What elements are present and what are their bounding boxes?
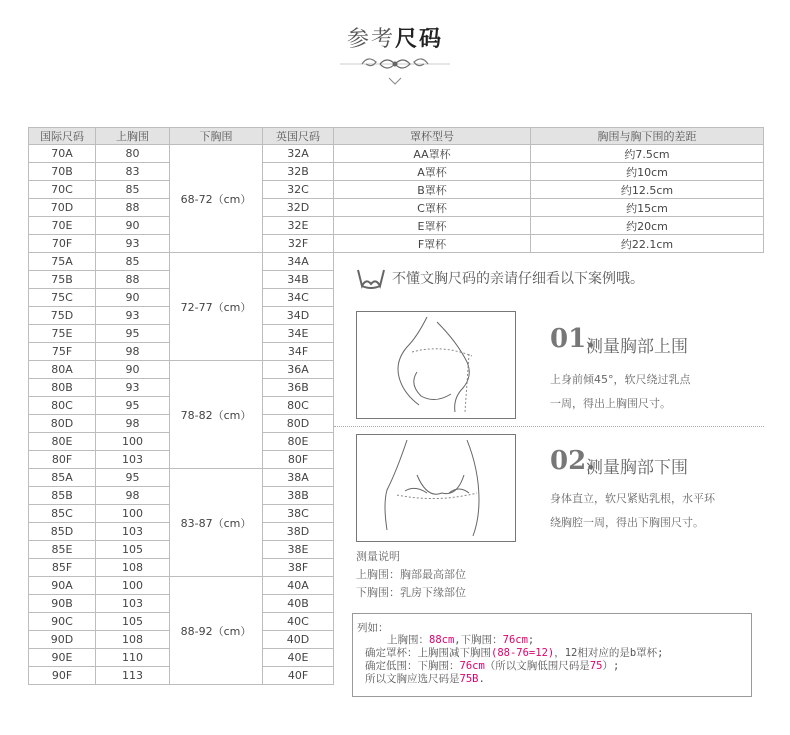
intl-size-cell: 80A [29, 361, 96, 379]
step2-desc: 身体直立，软尺紧贴乳根，水平环 绕胸腔一周，得出下胸围尺寸。 [550, 492, 715, 529]
uk-size-cell: 34B [263, 271, 334, 289]
cup-type-cell: E罩杯 [334, 217, 531, 235]
bust-difference-cell: 约22.1cm [531, 235, 764, 253]
bust-difference-cell: 约15cm [531, 199, 764, 217]
upper-bust-cell: 113 [96, 667, 170, 685]
step1-number: 01. [550, 324, 596, 354]
bust-difference-cell: 约10cm [531, 163, 764, 181]
cup-type-cell: AA罩杯 [334, 145, 531, 163]
uk-size-cell: 34F [263, 343, 334, 361]
upper-bust-cell: 95 [96, 397, 170, 415]
cup-type-cell: F罩杯 [334, 235, 531, 253]
intl-size-cell: 90A [29, 577, 96, 595]
step2-title: 测量胸部下围 [586, 458, 688, 478]
intl-size-cell: 70E [29, 217, 96, 235]
uk-size-cell: 32B [263, 163, 334, 181]
uk-size-cell: 32A [263, 145, 334, 163]
under-bust-range-cell: 83-87（cm） [170, 469, 263, 577]
intl-size-cell: 90F [29, 667, 96, 685]
step1-desc: 上身前倾45°，软尺绕过乳点 一周，得出上胸围尺寸。 [550, 373, 691, 410]
example-line-1: 上胸围：88cm,下胸围：76cm; [387, 634, 535, 646]
upper-bust-cell: 95 [96, 325, 170, 343]
upper-bust-cell: 90 [96, 217, 170, 235]
example-line-3: 确定低围：下胸围：76cm（所以文胸低围尺码是75）; [365, 660, 620, 672]
uk-size-cell: 80E [263, 433, 334, 451]
intl-size-cell: 85A [29, 469, 96, 487]
uk-size-cell: 38D [263, 523, 334, 541]
upper-bust-cell: 80 [96, 145, 170, 163]
col-header: 上胸围 [96, 128, 170, 145]
col-header: 国际尺码 [29, 128, 96, 145]
uk-size-cell: 40B [263, 595, 334, 613]
torso-sketch-icon [357, 312, 515, 418]
upper-bust-cell: 108 [96, 559, 170, 577]
uk-size-cell: 34E [263, 325, 334, 343]
intl-size-cell: 85F [29, 559, 96, 577]
uk-size-cell: 38C [263, 505, 334, 523]
intl-size-cell: 80E [29, 433, 96, 451]
intl-size-cell: 80B [29, 379, 96, 397]
intl-size-cell: 75B [29, 271, 96, 289]
col-header: 罩杯型号 [334, 128, 531, 145]
intl-size-cell: 75A [29, 253, 96, 271]
uk-size-cell: 80C [263, 397, 334, 415]
uk-size-cell: 32D [263, 199, 334, 217]
under-bust-range-cell: 88-92（cm） [170, 577, 263, 685]
upper-bust-cell: 105 [96, 541, 170, 559]
uk-size-cell: 40C [263, 613, 334, 631]
upper-bust-cell: 100 [96, 577, 170, 595]
intl-size-cell: 85C [29, 505, 96, 523]
uk-size-cell: 32C [263, 181, 334, 199]
intl-size-cell: 90C [29, 613, 96, 631]
upper-bust-cell: 93 [96, 379, 170, 397]
uk-size-cell: 34A [263, 253, 334, 271]
table-row [29, 199, 764, 217]
uk-size-cell: 40A [263, 577, 334, 595]
intl-size-cell: 70A [29, 145, 96, 163]
col-header: 英国尺码 [263, 128, 334, 145]
measure-lower-illustration [356, 434, 516, 542]
uk-size-cell: 38F [263, 559, 334, 577]
intl-size-cell: 90D [29, 631, 96, 649]
uk-size-cell: 38E [263, 541, 334, 559]
upper-bust-cell: 90 [96, 289, 170, 307]
upper-bust-cell: 105 [96, 613, 170, 631]
bra-icon [356, 268, 386, 290]
uk-size-cell: 34D [263, 307, 334, 325]
example-box: 列如： 上胸围：88cm,下胸围：76cm; 确定罩杯：上胸围减下胸围(88-76=12)，12相对应的是b罩杯; 确定低围：下胸围：76cm（所以文胸低围尺码是75）; 所以文胸应选尺码是75B. [352, 613, 752, 697]
uk-size-cell: 36B [263, 379, 334, 397]
divider [334, 426, 764, 427]
intl-size-cell: 90B [29, 595, 96, 613]
intl-size-cell: 85E [29, 541, 96, 559]
upper-bust-cell: 110 [96, 649, 170, 667]
intl-size-cell: 70C [29, 181, 96, 199]
cup-type-cell: A罩杯 [334, 163, 531, 181]
intl-size-cell: 85D [29, 523, 96, 541]
upper-bust-cell: 100 [96, 505, 170, 523]
intl-size-cell: 75E [29, 325, 96, 343]
uk-size-cell: 80F [263, 451, 334, 469]
example-line-2: 确定罩杯：上胸围减下胸围(88-76=12)，12相对应的是b罩杯; [365, 647, 664, 659]
cup-type-cell: C罩杯 [334, 199, 531, 217]
table-row [29, 235, 764, 253]
uk-size-cell: 80D [263, 415, 334, 433]
upper-bust-cell: 103 [96, 595, 170, 613]
intl-size-cell: 70B [29, 163, 96, 181]
bust-difference-cell: 约7.5cm [531, 145, 764, 163]
under-bust-range-cell: 68-72（cm） [170, 145, 263, 253]
uk-size-cell: 40E [263, 649, 334, 667]
intl-size-cell: 80C [29, 397, 96, 415]
upper-bust-cell: 83 [96, 163, 170, 181]
upper-bust-cell: 88 [96, 199, 170, 217]
intl-size-cell: 75C [29, 289, 96, 307]
intl-size-cell: 75F [29, 343, 96, 361]
intl-size-cell: 70F [29, 235, 96, 253]
uk-size-cell: 34C [263, 289, 334, 307]
intl-size-cell: 90E [29, 649, 96, 667]
uk-size-cell: 38B [263, 487, 334, 505]
upper-bust-cell: 93 [96, 307, 170, 325]
cup-type-cell: B罩杯 [334, 181, 531, 199]
col-header: 胸围与胸下围的差距 [531, 128, 764, 145]
intl-size-cell: 80F [29, 451, 96, 469]
step2-number: 02. [550, 446, 596, 476]
page-title: 参考尺码 [346, 27, 444, 52]
table-row [29, 181, 764, 199]
table-row [29, 217, 764, 235]
measure-notes: 测量说明 上胸围：胸部最高部位 下胸围：乳房下缘部位 [356, 550, 466, 599]
upper-bust-cell: 98 [96, 415, 170, 433]
bust-difference-cell: 约20cm [531, 217, 764, 235]
uk-size-cell: 36A [263, 361, 334, 379]
intl-size-cell: 85B [29, 487, 96, 505]
ornament-divider-icon [340, 52, 450, 88]
upper-bust-cell: 100 [96, 433, 170, 451]
table-row [29, 145, 764, 163]
upper-bust-cell: 95 [96, 469, 170, 487]
upper-bust-cell: 103 [96, 451, 170, 469]
uk-size-cell: 40D [263, 631, 334, 649]
uk-size-cell: 38A [263, 469, 334, 487]
upper-bust-cell: 88 [96, 271, 170, 289]
under-bust-range-cell: 78-82（cm） [170, 361, 263, 469]
example-line-4: 所以文胸应选尺码是75B. [365, 673, 485, 685]
col-header: 下胸围 [170, 128, 263, 145]
intl-size-cell: 80D [29, 415, 96, 433]
uk-size-cell: 40F [263, 667, 334, 685]
measure-upper-illustration [356, 311, 516, 419]
intl-size-cell: 70D [29, 199, 96, 217]
upper-bust-cell: 103 [96, 523, 170, 541]
upper-bust-cell: 93 [96, 235, 170, 253]
table-header-row [29, 128, 764, 145]
upper-bust-cell: 85 [96, 253, 170, 271]
intl-size-cell: 75D [29, 307, 96, 325]
measure-guide-panel [334, 260, 764, 725]
upper-bust-cell: 98 [96, 487, 170, 505]
step1-title: 测量胸部上围 [586, 337, 688, 357]
uk-size-cell: 32E [263, 217, 334, 235]
upper-bust-cell: 90 [96, 361, 170, 379]
table-row [29, 163, 764, 181]
intro-line: 不懂文胸尺码的亲请仔细看以下案例哦。 [356, 268, 644, 290]
upper-bust-cell: 85 [96, 181, 170, 199]
upper-bust-cell: 98 [96, 343, 170, 361]
uk-size-cell: 32F [263, 235, 334, 253]
under-bust-range-cell: 72-77（cm） [170, 253, 263, 361]
bust-difference-cell: 约12.5cm [531, 181, 764, 199]
upper-bust-cell: 108 [96, 631, 170, 649]
torso-sketch-icon [357, 435, 515, 541]
